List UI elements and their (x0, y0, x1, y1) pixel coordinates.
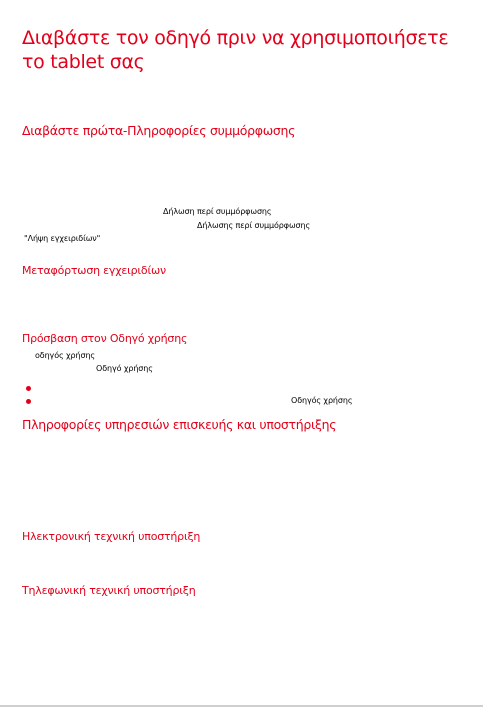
compliance-reference-1: Δήλωση περί συμμόρφωσης (163, 207, 272, 216)
page-bottom-divider (0, 705, 483, 707)
page-title-line-2: το tablet σας (22, 51, 145, 73)
compliance-reference-2: Δήλωσης περί συμμόρφωσης (197, 221, 311, 230)
electronic-support-heading: Ηλεκτρονική τεχνική υποστήριξη (22, 530, 201, 543)
access-user-guide-heading: Πρόσβαση στον Οδηγό χρήσης (22, 332, 188, 345)
user-guide-reference-2: Οδηγό χρήσης (96, 364, 153, 373)
bullet-icon (26, 399, 31, 404)
download-manuals-heading: Μεταφόρτωση εγχειριδίων (22, 264, 166, 277)
compliance-heading: Διαβάστε πρώτα-Πληροφορίες συμμόρφωσης (22, 123, 296, 138)
bullet-icon (26, 386, 31, 391)
user-guide-reference-1: οδηγός χρήσης (35, 351, 96, 360)
download-manuals-quote: "Λήψη εγχειριδίων" (24, 234, 101, 243)
service-support-heading: Πληροφορίες υπηρεσιών επισκευής και υποστήριξης (22, 417, 337, 432)
phone-support-heading: Τηλεφωνική τεχνική υποστήριξη (22, 584, 196, 597)
user-guide-reference-3: Οδηγός χρήσης (291, 396, 353, 405)
page-title-line-1: Διαβάστε τον οδηγό πριν να χρησιμοποιήσετε (22, 27, 449, 49)
